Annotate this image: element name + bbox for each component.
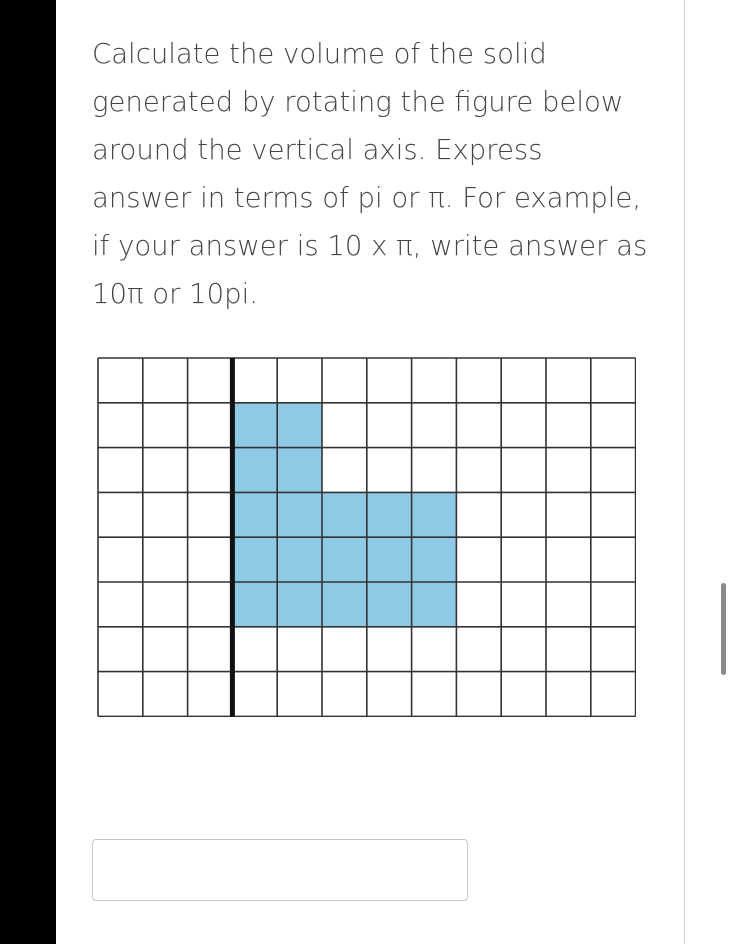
shaded-cell (412, 537, 457, 582)
shaded-cell (277, 492, 322, 537)
question-text (92, 30, 677, 318)
question-line: 10π or 10pi. (92, 278, 258, 310)
shaded-cell (232, 403, 277, 448)
figure-grid (96, 356, 636, 717)
shaded-cell (367, 492, 412, 537)
question-line: answer in terms of pi or π. For example, (92, 182, 642, 214)
grid-svg (96, 356, 636, 717)
question-line: around the vertical axis. Express (92, 134, 543, 166)
question-line: if your answer is 10 x π, write answer as (92, 230, 648, 262)
shaded-cell (322, 492, 367, 537)
answer-input[interactable] (92, 839, 468, 901)
shaded-cell (277, 403, 322, 448)
shaded-cell (277, 448, 322, 493)
right-panel (685, 0, 731, 944)
shaded-cell (277, 582, 322, 627)
shaded-cell (232, 448, 277, 493)
shaded-cell (412, 582, 457, 627)
shaded-cell (367, 582, 412, 627)
shaded-cell (277, 537, 322, 582)
shaded-cell (232, 537, 277, 582)
shaded-cell (412, 492, 457, 537)
question-line: generated by rotating the figure below (92, 86, 624, 118)
shaded-cell (322, 537, 367, 582)
scrollbar-thumb[interactable] (721, 583, 726, 675)
question-line: Calculate the volume of the solid (92, 38, 547, 70)
shaded-cell (322, 582, 367, 627)
shaded-cell (367, 537, 412, 582)
shaded-cell (232, 582, 277, 627)
shaded-cell (232, 492, 277, 537)
